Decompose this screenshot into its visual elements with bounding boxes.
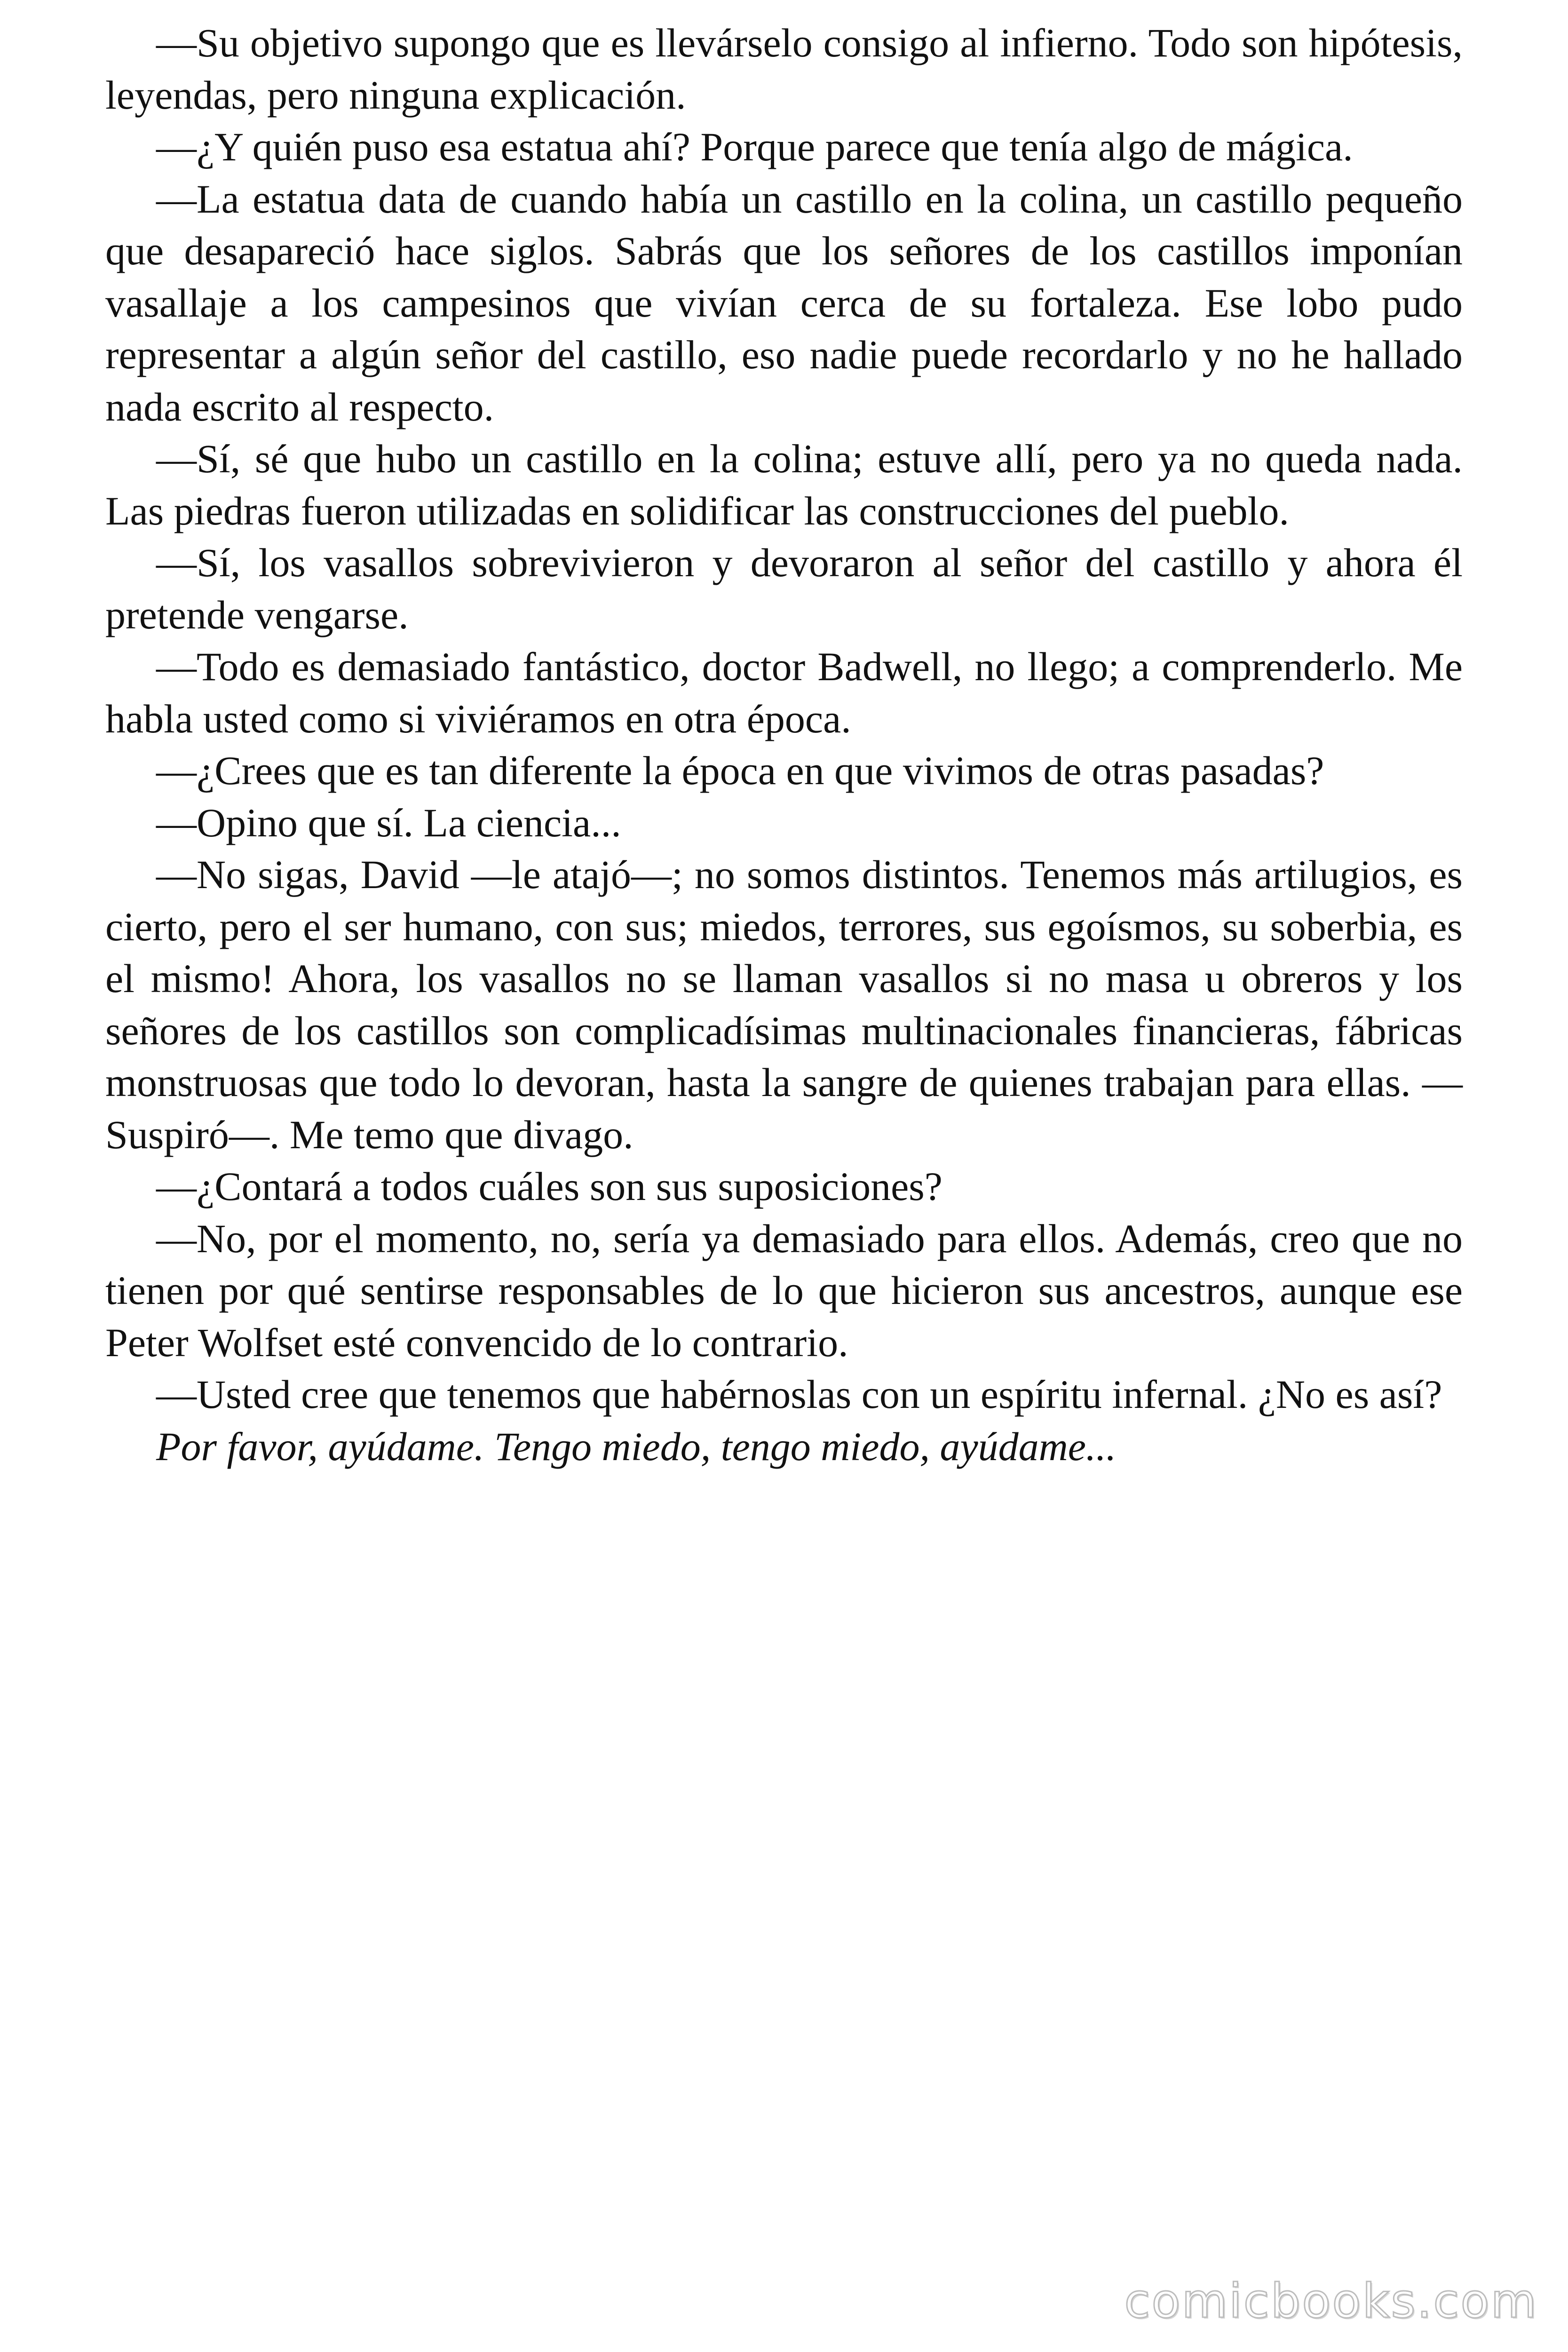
italic-paragraph: Por favor, ayúdame. Tengo miedo, tengo miedo, ayúdame... xyxy=(156,1423,1117,1469)
page-body xyxy=(105,17,1463,1472)
paragraph: —Usted cree que tenemos que habérnoslas con un espíritu infernal. ¿No es así? xyxy=(156,1372,1442,1417)
paragraph: —¿Y quién puso esa estatua ahí? Porque parece que tenía algo de mágica. xyxy=(156,124,1353,169)
watermark: comicbooks.com xyxy=(1124,2273,1538,2328)
paragraph: —No sigas, David —le atajó—; no somos distintos. Tenemos más artilugios, es cierto, pero el ser humano, con sus; miedos, terrores, sus egoísmos, su soberbia, es el mismo! Ahora, los vasallos no se llaman vasallos si no masa u obreros y los señores de los castillos son complicadísimas multinacionales financieras, fábricas monstruosas que todo lo devoran, hasta la sangre de quienes trabajan para ellas. —Suspiró—. Me temo que divago. xyxy=(105,852,1463,1157)
paragraph: —No, por el momento, no, sería ya demasiado para ellos. Además, creo que no tienen por qué sentirse responsables de lo que hicieron sus ancestros, aunque ese Peter Wolfset esté convencido de lo contrario. xyxy=(105,1216,1463,1365)
paragraph: —¿Contará a todos cuáles son sus suposiciones? xyxy=(156,1164,942,1209)
paragraph: —Todo es demasiado fantástico, doctor Badwell, no llego; a comprenderlo. Me habla usted como si viviéramos en otra época. xyxy=(105,644,1463,741)
paragraph: —Sí, sé que hubo un castillo en la colina; estuve allí, pero ya no queda nada. Las piedras fueron utilizadas en solidificar las construcciones del pueblo. xyxy=(105,436,1463,533)
paragraph: —Sí, los vasallos sobrevivieron y devoraron al señor del castillo y ahora él pretende vengarse. xyxy=(105,540,1463,637)
paragraph: —La estatua data de cuando había un castillo en la colina, un castillo pequeño que desapareció hace siglos. Sabrás que los señores de los castillos imponían vasallaje a los campesinos que vivían cerca de su fortaleza. Ese lobo pudo representar a algún señor del castillo, eso nadie puede recordarlo y no he hallado nada escrito al respecto. xyxy=(105,176,1463,429)
paragraph: —¿Crees que es tan diferente la época en que vivimos de otras pasadas? xyxy=(156,748,1324,793)
paragraph: —Opino que sí. La ciencia... xyxy=(156,800,621,845)
paragraph: —Su objetivo supongo que es llevárselo consigo al infierno. Todo son hipótesis, leyendas, pero ninguna explicación. xyxy=(105,20,1463,118)
